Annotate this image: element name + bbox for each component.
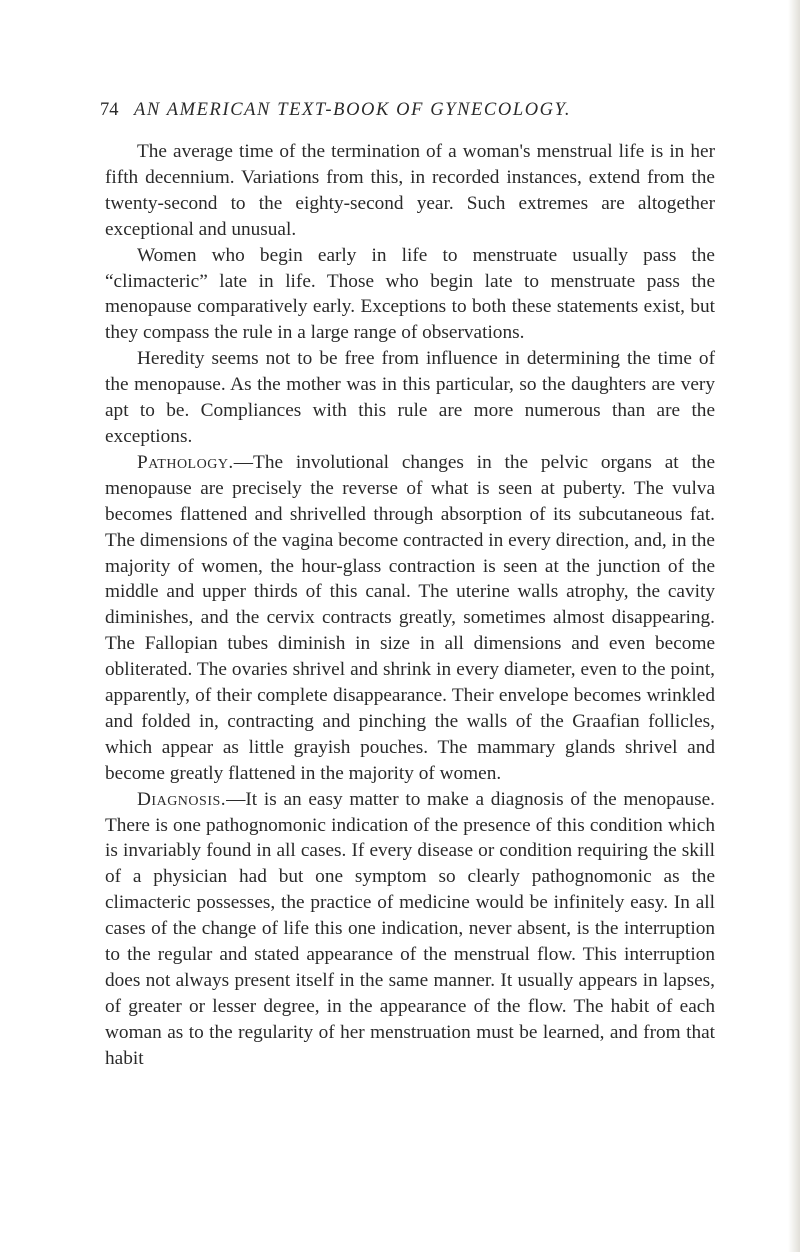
paragraph-diagnosis	[105, 787, 715, 1072]
section-heading-pathology: Pathology.	[137, 451, 234, 473]
running-title: AN AMERICAN TEXT-BOOK OF GYNECOLOGY.	[134, 100, 572, 120]
paragraph-text: —It is an easy matter to make a diagnosis of the menopause. There is one pathognomonic indication of the presence of this condition which is invariably found in all cases. If every disease or condition requiring the skill of a physician had but one symptom so clearly pathognomonic as the climacteric possesses, the practice of medicine would be infinitely easy. In all cases of the change of life this one indication, never absent, is the interruption to the regular and stated appearance of the menstrual flow. This interruption does not always present itself in the same manner. It usually appears in lapses, of greater or lesser degree, in the appearance of the flow. The habit of each woman as to the regularity of her menstruation must be learned, and from that habit	[105, 788, 715, 1069]
paragraph-menstrual-life	[105, 139, 715, 243]
paragraph-climacteric	[105, 243, 715, 347]
body-text	[105, 139, 715, 1072]
paragraph-heredity	[105, 346, 715, 450]
paragraph-text: —The involutional changes in the pelvic organs at the menopause are precisely the reverse of what is seen at puberty. The vulva becomes flattened and shrivelled through absorption of its subcutaneous fat. The dimensions of the vagina become contracted in every direction, and, in the majority of women, the hour-glass contraction is seen at the junction of the middle and upper thirds of this canal. The uterine walls atrophy, the cavity diminishes, and the cervix contracts greatly, sometimes almost disappearing. The Fallopian tubes diminish in size in all dimensions and even become obliterated. The ovaries shrivel and shrink in every diameter, even to the point, apparently, of their complete disappearance. Their envelope becomes wrinkled and folded in, contracting and pinching the walls of the Graafian follicles, which appear as little grayish pouches. The mammary glands shrivel and become greatly flattened in the majority of women.	[105, 451, 715, 784]
section-heading-diagnosis: Diagnosis.	[137, 788, 227, 810]
paragraph-text: The average time of the termination of a woman's menstrual life is in her fifth decennium. Variations from this, in recorded instances, extend from the twenty-second to the eighty-second year. Such extremes are altogether exceptional and unusual.	[105, 141, 715, 240]
paragraph-pathology	[105, 450, 715, 787]
paragraph-text: Women who begin early in life to menstruate usually pass the “climacteric” late in life. Those who begin late to menstruate pass the menopause comparatively early. Exceptions to both these statements exist, but they compass the rule in a large range of observations.	[105, 244, 715, 344]
page-header	[100, 100, 715, 130]
page-number: 74	[100, 100, 119, 120]
page-edge-shadow	[788, 0, 800, 1252]
paragraph-text: Heredity seems not to be free from influence in determining the time of the menopause. As the mother was in this particular, so the daughters are very apt to be. Compliances with this rule are more numerous than are the exceptions.	[105, 348, 715, 447]
